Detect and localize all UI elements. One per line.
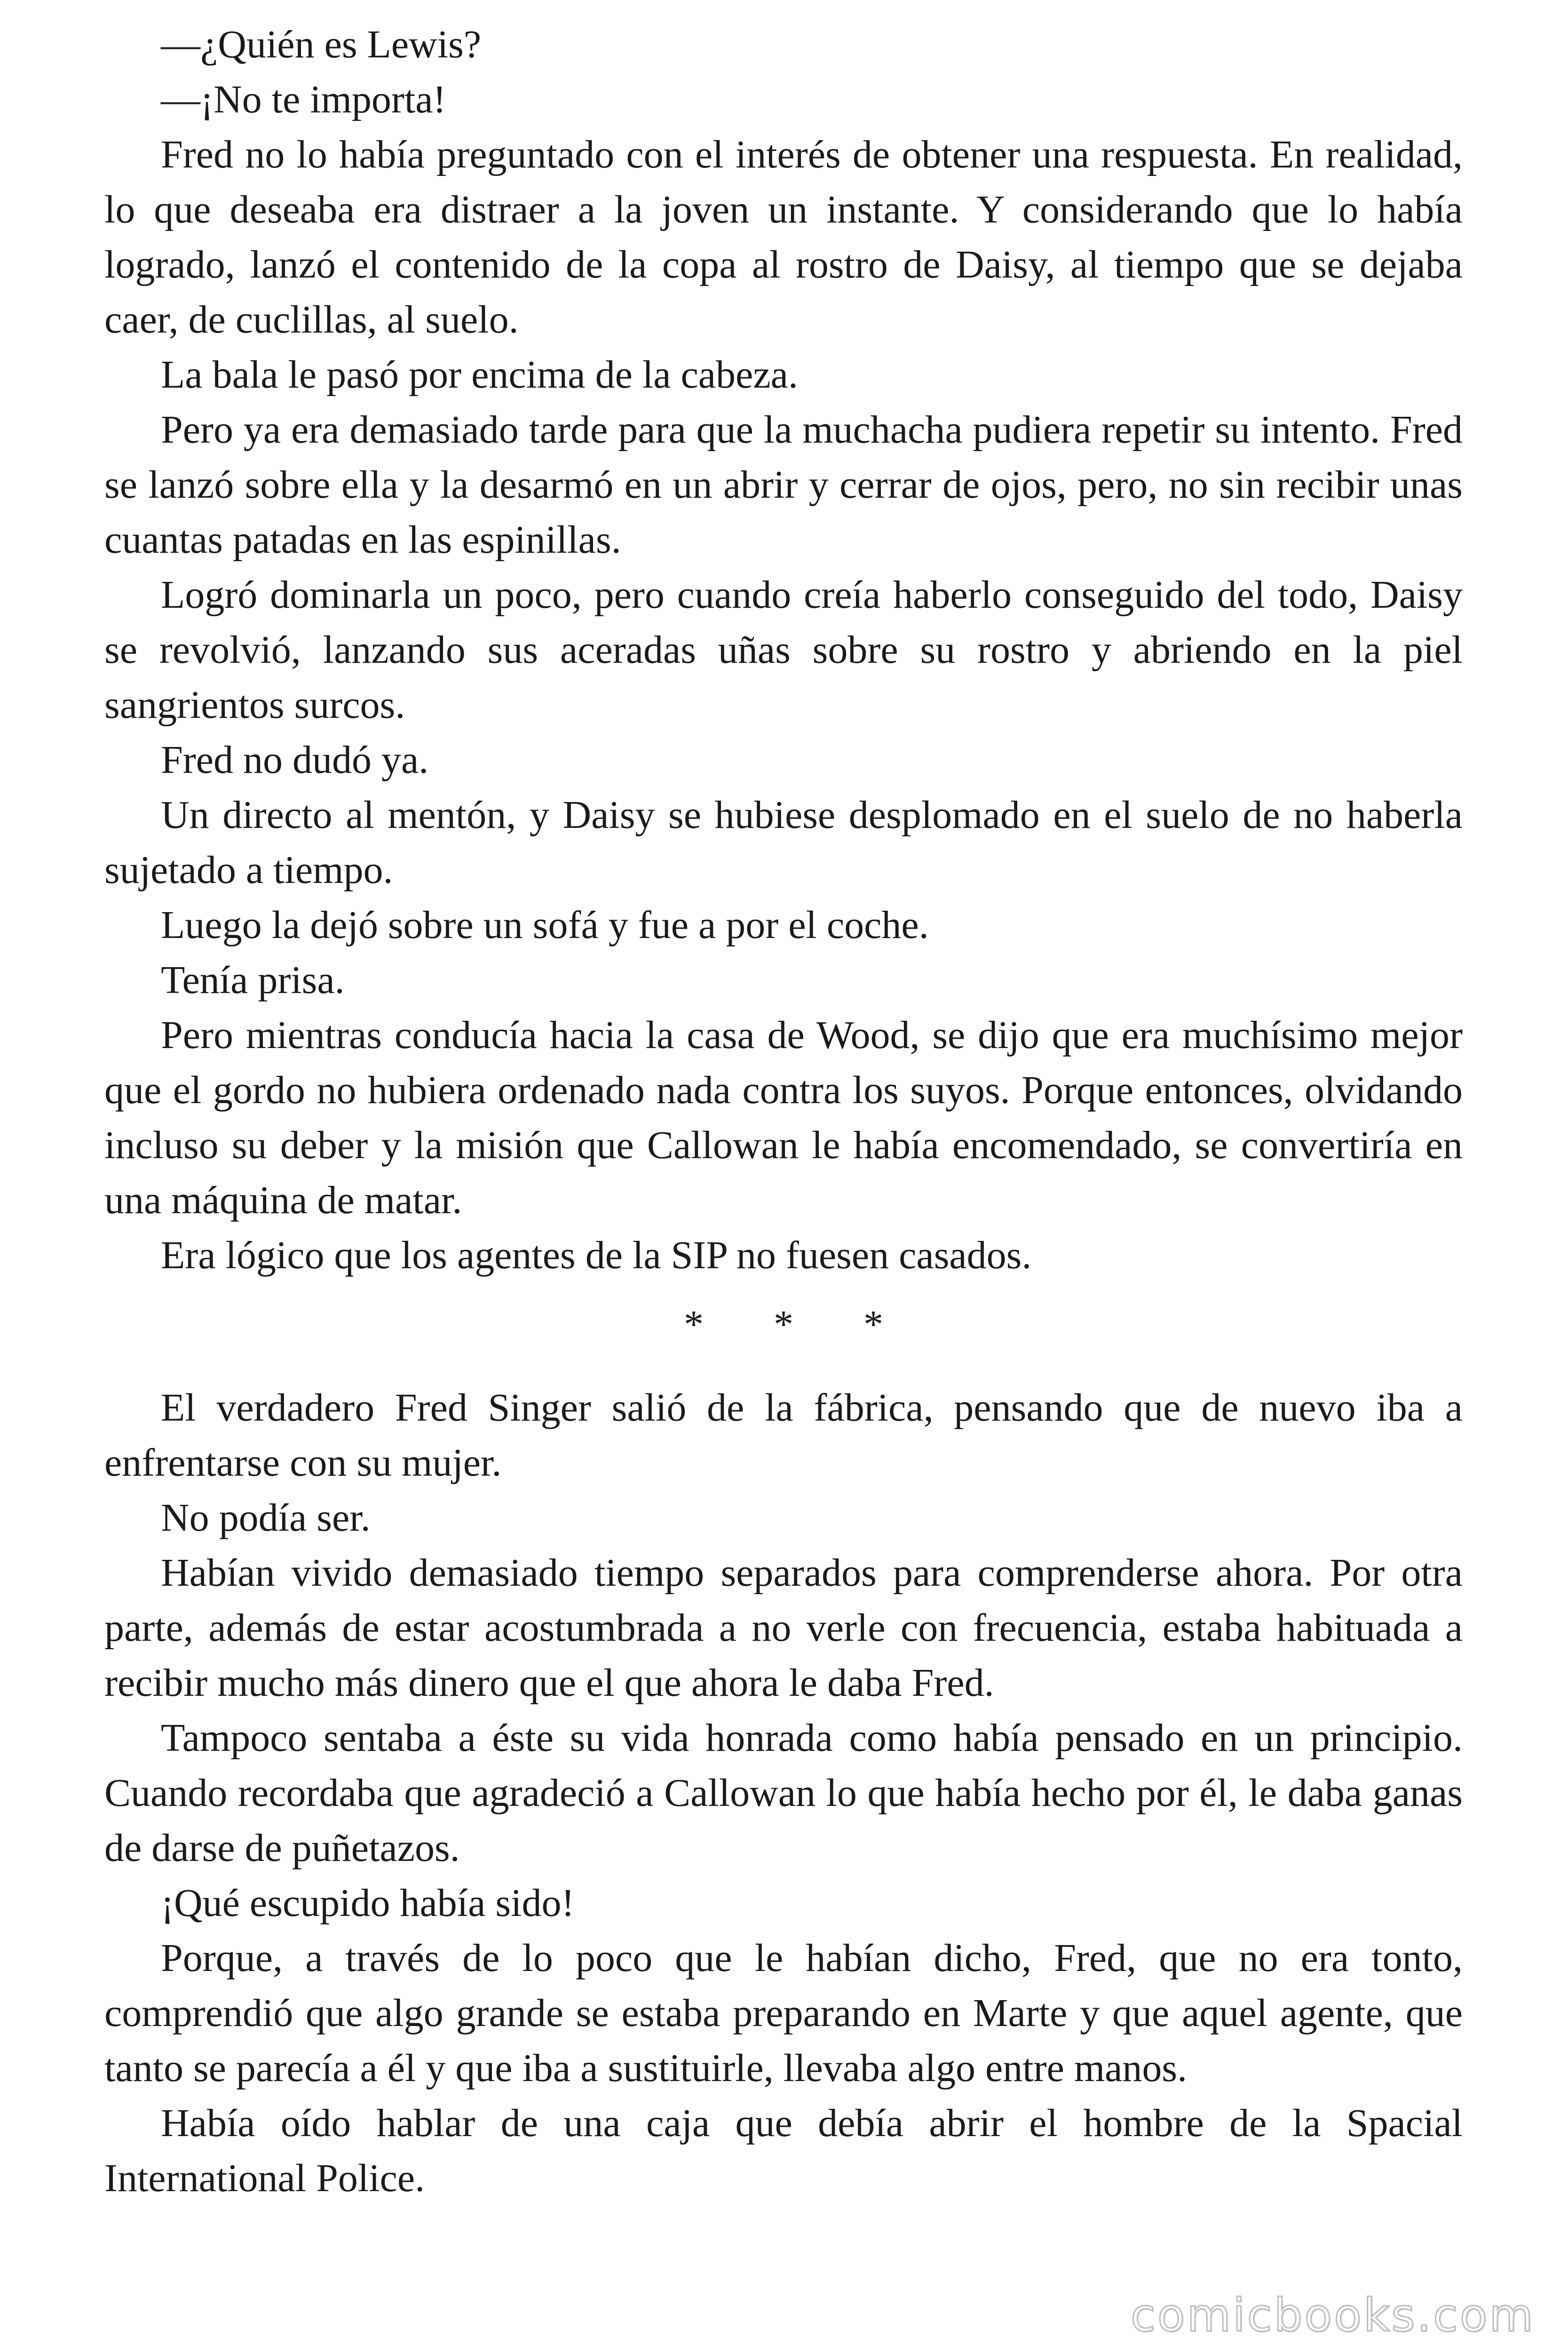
paragraph: —¡No te importa! (161, 78, 446, 121)
section-before-break (104, 17, 1463, 1283)
paragraph: Tampoco sentaba a éste su vida honrada como había pensado en un principio. Cuando recordaba que agradeció a Callowan lo que había hecho por él, le daba ganas de darse de puñetazos. (104, 1716, 1463, 1870)
section-break-asterisk: * (774, 1303, 793, 1346)
paragraph: La bala le pasó por encima de la cabeza. (161, 353, 798, 397)
paragraph: Logró dominarla un poco, pero cuando creía haberlo conseguido del todo, Daisy se revolvió, lanzando sus aceradas uñas sobre su rostro y abriendo en la piel sangrientos surcos. (104, 573, 1463, 727)
paragraph: Fred no lo había preguntado con el interés de obtener una respuesta. En realidad, lo que deseaba era distraer a la joven un instante. Y considerando que lo había logrado, lanzó el contenido de la copa al rostro de Daisy, al tiempo que se dejaba caer, de cuclillas, al suelo. (104, 133, 1463, 342)
paragraph: No podía ser. (161, 1496, 371, 1540)
paragraph: Habían vivido demasiado tiempo separados para comprenderse ahora. Por otra parte, además de estar acostumbrada a no verle con frecuencia, estaba habituada a recibir mucho más dinero que el que ahora le daba Fred. (104, 1551, 1463, 1705)
paragraph: Era lógico que los agentes de la SIP no fuesen casados. (161, 1233, 1032, 1277)
paragraph: ¡Qué escupido había sido! (161, 1881, 575, 1925)
paragraph: Porque, a través de lo poco que le habían dicho, Fred, que no era tonto, comprendió que algo grande se estaba preparando en Marte y que aquel agente, que tanto se parecía a él y que iba a sustituirle, llevaba algo entre manos. (104, 1936, 1463, 2090)
paragraph: Luego la dejó sobre un sofá y fue a por el coche. (161, 903, 929, 947)
paragraph: El verdadero Fred Singer salió de la fábrica, pensando que de nuevo iba a enfrentarse con su mujer. (104, 1386, 1463, 1485)
section-after-break (104, 1380, 1463, 2206)
section-break (104, 1297, 1463, 1352)
paragraph: Pero mientras conducía hacia la casa de Wood, se dijo que era muchísimo mejor que el gordo no hubiera ordenado nada contra los suyos. Porque entonces, olvidando incluso su deber y la misión que Callowan le había encomendado, se convertiría en una máquina de matar. (104, 1013, 1463, 1222)
paragraph: Tenía prisa. (161, 958, 345, 1002)
paragraph: —¿Quién es Lewis? (161, 23, 482, 66)
section-break-asterisk: * (863, 1303, 883, 1346)
paragraph: Fred no dudó ya. (161, 738, 429, 782)
paragraph: Un directo al mentón, y Daisy se hubiese desplomado en el suelo de no haberla sujetado a tiempo. (104, 793, 1463, 892)
watermark: comicbooks.com (1130, 2289, 1535, 2342)
page-body (104, 17, 1463, 2206)
section-break-asterisk: * (684, 1303, 704, 1346)
paragraph: Había oído hablar de una caja que debía abrir el hombre de la Spacial International Police. (104, 2101, 1463, 2200)
paragraph: Pero ya era demasiado tarde para que la muchacha pudiera repetir su intento. Fred se lanzó sobre ella y la desarmó en un abrir y cerrar de ojos, pero, no sin recibir unas cuantas patadas en las espinillas. (104, 408, 1463, 562)
